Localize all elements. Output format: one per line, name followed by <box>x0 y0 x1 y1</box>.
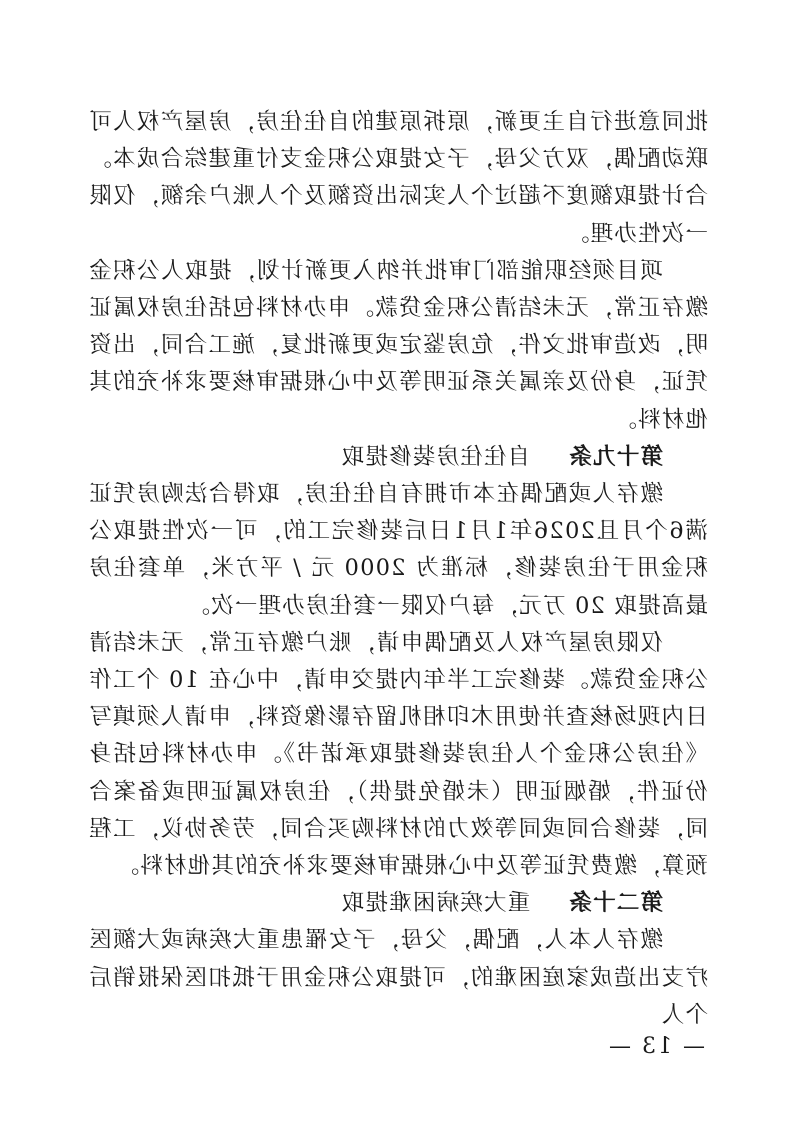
paragraph: 仅限房屋产权人及配偶申请，账户缴存正常，无未结清公积金贷款。装修完工半年内提交申请，中心在 10 个工作日内现场核查并使用木印相机留存影像资料，申请人须填写《住房公积金个人住房装修提取承诺书》。申办材料包括身份证件，婚姻证明（未婚免提供），住房权属证明或备案合同，装修合同或同等效力的材料购买合同，劳务协议，工程预算，缴费凭证等及中心根据审核要求补充的其他材料。 <box>88 629 708 880</box>
article-title: 自住住房装修提取 <box>340 443 531 470</box>
paragraph: 缴存人或配偶在本市拥有自住住房，取得合法购房凭证满6个月且2026年1月1日后装修完工的，可一次性提取公积金用于住房装修，标准为 2000 元 / 平方米，单套住房最高提取 20 万元，每户仅限一套住房办理一次。 <box>88 481 708 619</box>
paragraph: 项目须经职能部门审批并纳入更新计划，提取人公积金缴存正常，无未结清公积金贷款。申办材料包括住房权属证明，改造审批文件，危房鉴定或更新批复，施工合同，出资凭证，身份及亲属关系证明等及中心根据审核要求补充的其他材料。 <box>88 257 708 433</box>
article-title: 重大疾病困难提取 <box>340 890 531 917</box>
article-heading <box>88 439 708 476</box>
paragraph: 批同意进行自主更新，原拆原建的自住住房，房屋产权人可联动配偶，双方父母，子女提取公积金支付重建综合成本。合计提取额度不超过个人实际出资额及个人账户余额，仅限一次性办理。 <box>88 109 708 247</box>
page-number: — 13 — <box>607 1034 705 1059</box>
article-heading <box>88 885 708 922</box>
article-number: 第十九条 <box>568 443 663 470</box>
article-number: 第二十条 <box>568 890 663 917</box>
document-body <box>88 104 708 1034</box>
paragraph: 缴存人本人，配偶，父母，子女罹患重大疾病或大额医疗支出造成家庭困难的，可提取公积金用于抵扣医保报销后个人 <box>88 927 708 1028</box>
